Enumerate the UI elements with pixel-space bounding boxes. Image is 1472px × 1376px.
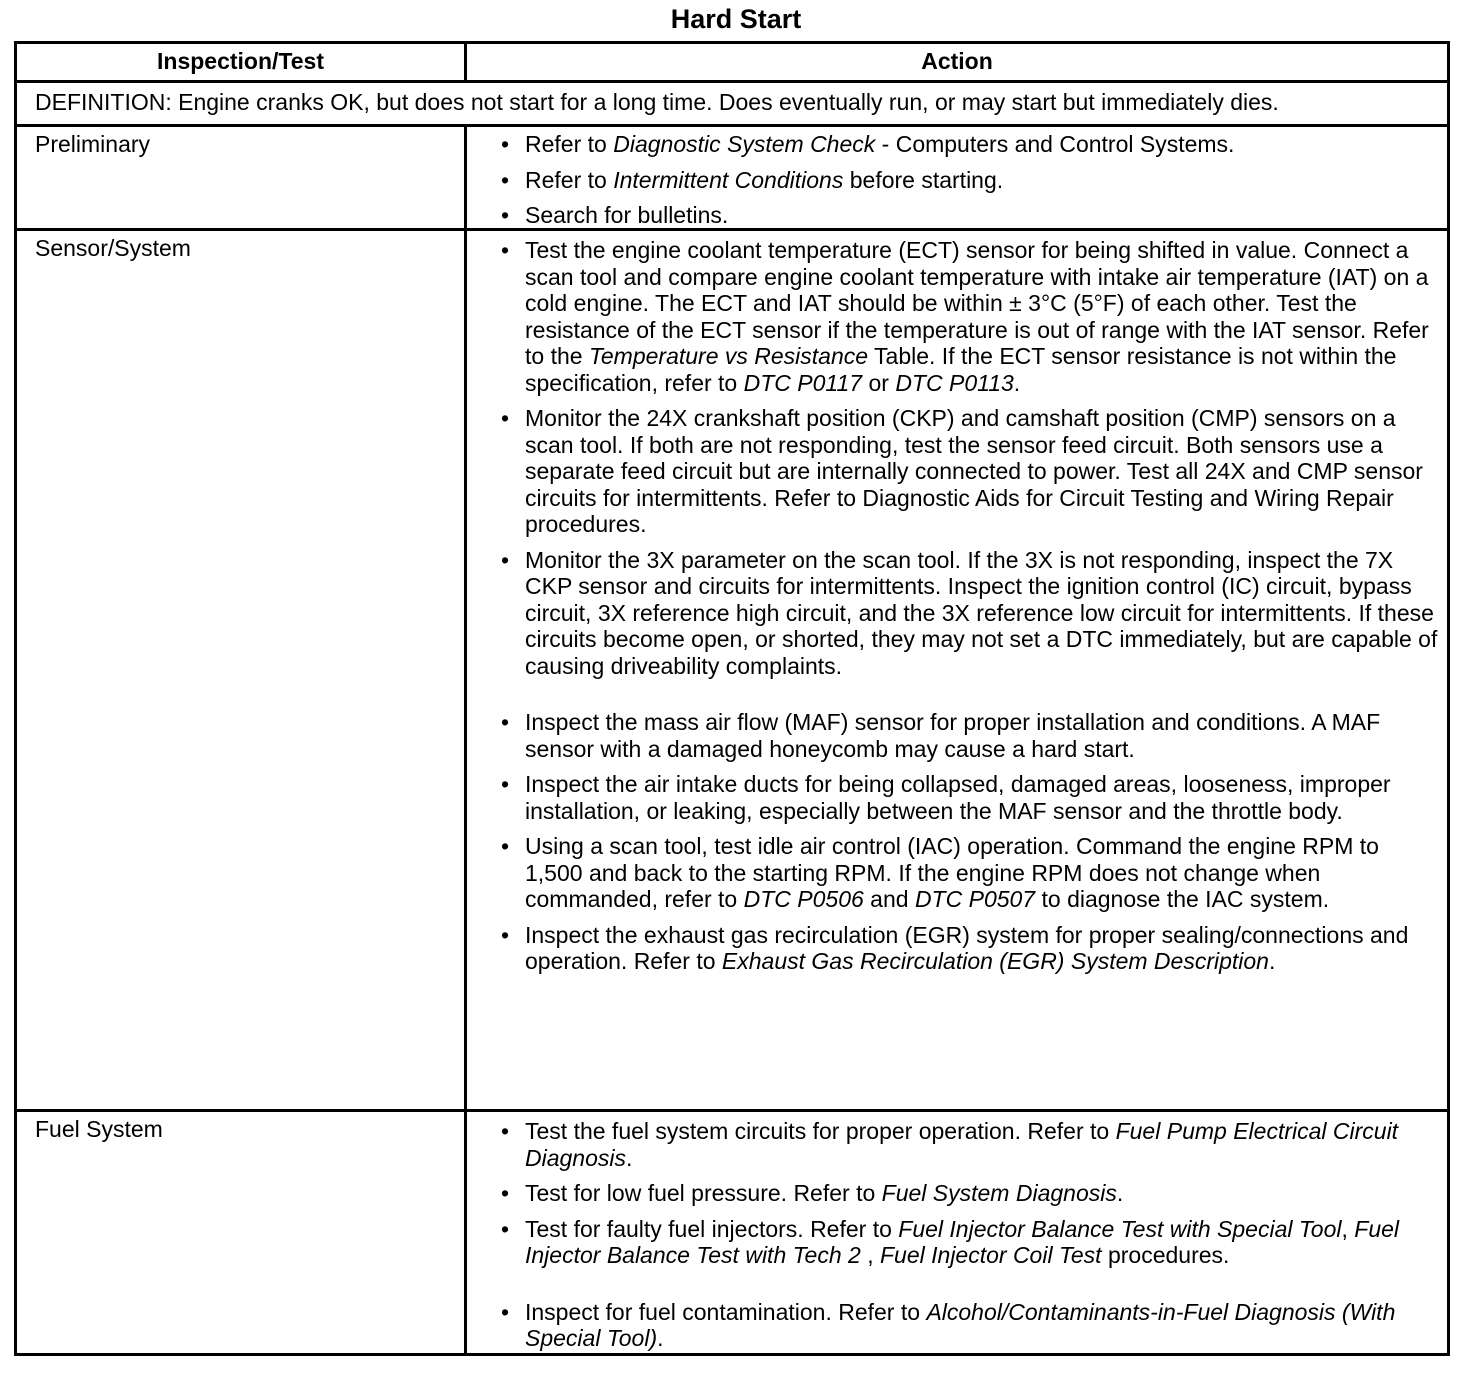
action-item: • Test the engine coolant temperature (ECT) sensor for being shifted in value. Connect a scan tool and compare engine coolant temperature with intake air temperature (IAT) on a cold engine. The ECT and IAT should be within ± 3°C (5°F) of each other. Test the resistance of the ECT sensor if the temperature is out of range with the IAT sensor. Refer to the Temperature vs Resistance Table. If the ECT sensor resistance is not within the specification, refer to DTC P0117 or DTC P0113. (499, 237, 1439, 396)
action-item: • Inspect the air intake ducts for being collapsed, damaged areas, looseness, improper installation, or leaking, especially between the MAF sensor and the throttle body. (499, 771, 1439, 824)
row-label: Sensor/System (17, 231, 467, 1109)
table-row (17, 228, 1447, 1109)
reference-link[interactable]: Alcohol/Contaminants-in-Fuel Diagnosis (With Special Tool) (525, 1298, 1396, 1351)
action-item: • Test the fuel system circuits for proper operation. Refer to Fuel Pump Electrical Circuit Diagnosis. (499, 1118, 1439, 1171)
reference-link[interactable]: Intermittent Conditions (613, 166, 844, 193)
action-item: • Using a scan tool, test idle air control (IAC) operation. Command the engine RPM to 1,500 and back to the starting RPM. If the engine RPM does not change when commanded, refer to DTC P0506 and DTC P0507 to diagnose the IAC system. (499, 833, 1439, 913)
reference-link[interactable]: Fuel Injector Balance Test with Special Tool (898, 1215, 1342, 1242)
row-label: Preliminary (17, 127, 467, 228)
diagnostic-table (14, 41, 1450, 1356)
reference-link[interactable]: Exhaust Gas Recirculation (EGR) System Description (721, 948, 1269, 974)
reference-link[interactable]: DTC P0507 (914, 886, 1036, 912)
reference-link[interactable]: DTC P0117 (743, 369, 863, 396)
document-title: Hard Start (670, 4, 802, 34)
definition-text: DEFINITION: Engine cranks OK, but does not start for a long time. Does eventually run, or may start but immediately dies. (35, 89, 1279, 115)
table-row (17, 124, 1447, 228)
row-actions (467, 231, 1447, 1109)
definition-row (17, 80, 1447, 124)
reference-link[interactable]: DTC P0113 (895, 369, 1014, 396)
column-header-action: Action (921, 48, 993, 74)
reference-link[interactable]: Fuel Pump Electrical Circuit Diagnosis (525, 1118, 1399, 1171)
reference-link[interactable]: Fuel Injector Balance Test with Tech 2 (525, 1215, 1400, 1268)
reference-link[interactable]: Fuel Injector Coil Test (880, 1242, 1102, 1268)
reference-link[interactable]: Fuel System Diagnosis (881, 1180, 1117, 1206)
action-item: • Inspect for fuel contamination. Refer to Alcohol/Contaminants-in-Fuel Diagnosis (With Special Tool). (499, 1299, 1439, 1352)
action-item: • Inspect the mass air flow (MAF) sensor for proper installation and conditions. A MAF sensor with a damaged honeycomb may cause a hard start. (499, 709, 1439, 762)
action-item: • Monitor the 3X parameter on the scan tool. If the 3X is not responding, inspect the 7X CKP sensor and circuits for intermittents. Inspect the ignition control (IC) circuit, bypass circuit, 3X reference high circuit, and the 3X reference low circuit for intermittents. If these circuits become open, or shorted, they may not set a DTC immediately, but are capable of causing driveability complaints. (499, 547, 1439, 680)
action-item: • Refer to Diagnostic System Check - Computers and Control Systems. (499, 131, 1439, 158)
table-row (17, 1109, 1447, 1353)
row-actions (467, 127, 1447, 228)
action-item: • Refer to Intermittent Conditions before starting. (499, 167, 1439, 194)
table-header-row (17, 44, 1447, 80)
row-label: Fuel System (17, 1112, 467, 1353)
reference-link[interactable]: Temperature vs Resistance (588, 343, 869, 369)
row-actions (467, 1112, 1447, 1353)
column-header-inspection: Inspection/Test (17, 44, 467, 80)
action-item: • Test for low fuel pressure. Refer to Fuel System Diagnosis. (499, 1180, 1439, 1207)
reference-link[interactable]: DTC P0506 (743, 886, 864, 912)
action-item: • Test for faulty fuel injectors. Refer to Fuel Injector Balance Test with Special Tool, Fuel Injector Balance Test with Tech 2 , Fuel Injector Coil Test procedures. (499, 1216, 1439, 1269)
reference-link[interactable]: Diagnostic System Check (613, 131, 876, 157)
action-item: • Search for bulletins. (499, 202, 1439, 229)
action-item: • Monitor the 24X crankshaft position (CKP) and camshaft position (CMP) sensors on a scan tool. If both are not responding, test the sensor feed circuit. Both sensors use a separate feed circuit but are internally connected to power. Test all 24X and CMP sensor circuits for intermittents. Refer to Diagnostic Aids for Circuit Testing and Wiring Repair procedures. (499, 405, 1439, 538)
action-item: • Inspect the exhaust gas recirculation (EGR) system for proper sealing/connections and operation. Refer to Exhaust Gas Recirculation (EGR) System Description. (499, 922, 1439, 975)
